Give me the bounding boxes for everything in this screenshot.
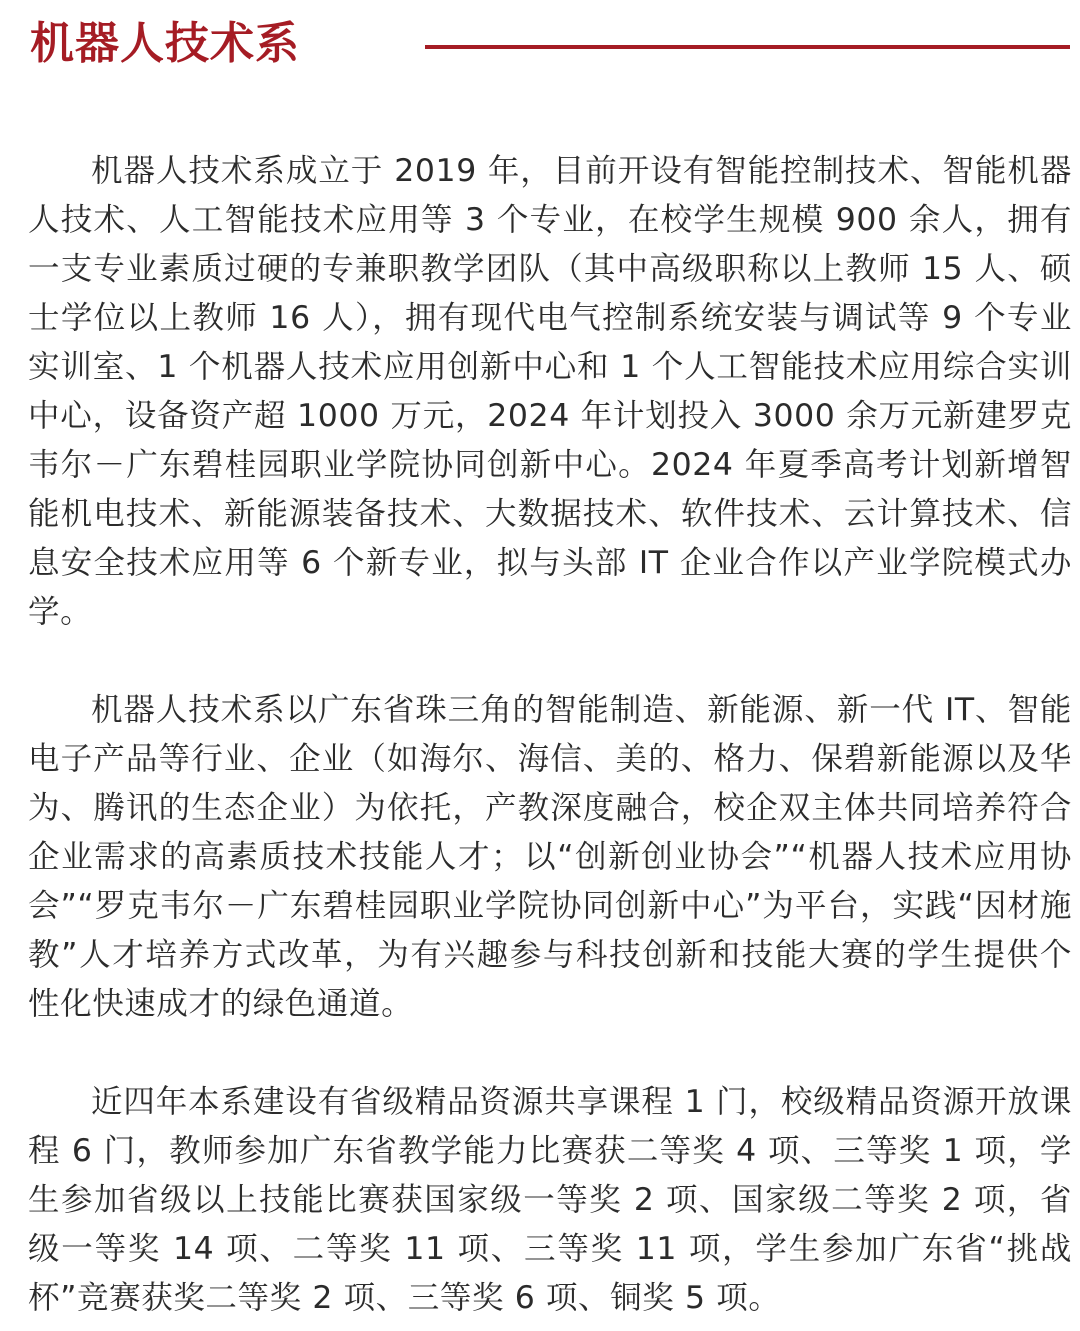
paragraph-intro: 机器人技术系成立于 2019 年，目前开设有智能控制技术、智能机器人技术、人工智能技术应用等 3 个专业，在校学生规模 900 余人，拥有一支专业素质过硬的专兼职教学团队（其中高级职称以上教师 15 人、硕士学位以上教师 16 人），拥有现代电气控制系统安装与调试等 9 个专业实训室、1 个机器人技术应用创新中心和 1 个人工智能技术应用综合实训中心，设备资产超 1000 万元，2024 年计划投入 3000 余万元新建罗克韦尔－广东碧桂园职业学院协同创新中心。2024 年夏季高考计划新增智能机电技术、新能源装备技术、大数据技术、软件技术、云计算技术、信息安全技术应用等 6 个新专业，拟与头部 IT 企业合作以产业学院模式办学。: [28, 153, 1072, 630]
paragraph-achievements: 近四年本系建设有省级精品资源共享课程 1 门，校级精品资源开放课程 6 门，教师参加广东省教学能力比赛获二等奖 4 项、三等奖 1 项，学生参加省级以上技能比赛获国家级一等奖 2 项、国家级二等奖 2 项，省级一等奖 14 项、二等奖 11 项、三等奖 11 项，学生参加广东省“挑战杯”竞赛获奖二等奖 2 项、三等奖 6 项、铜奖 5 项。: [28, 1084, 1072, 1316]
page-header: [0, 0, 1080, 80]
title-divider-line: [425, 45, 1070, 49]
page-title: 机器人技术系: [30, 18, 300, 69]
paragraph-industry-partnership: 机器人技术系以广东省珠三角的智能制造、新能源、新一代 IT、智能电子产品等行业、企业（如海尔、海信、美的、格力、保碧新能源以及华为、腾讯的生态企业）为依托，产教深度融合，校企双主体共同培养符合企业需求的高素质技术技能人才；以“创新创业协会”“机器人技术应用协会”“罗克韦尔－广东碧桂园职业学院协同创新中心”为平台，实践“因材施教”人才培养方式改革，为有兴趣参与科技创新和技能大赛的学生提供个性化快速成才的绿色通道。: [28, 692, 1072, 1022]
article-body: [28, 147, 1072, 1323]
